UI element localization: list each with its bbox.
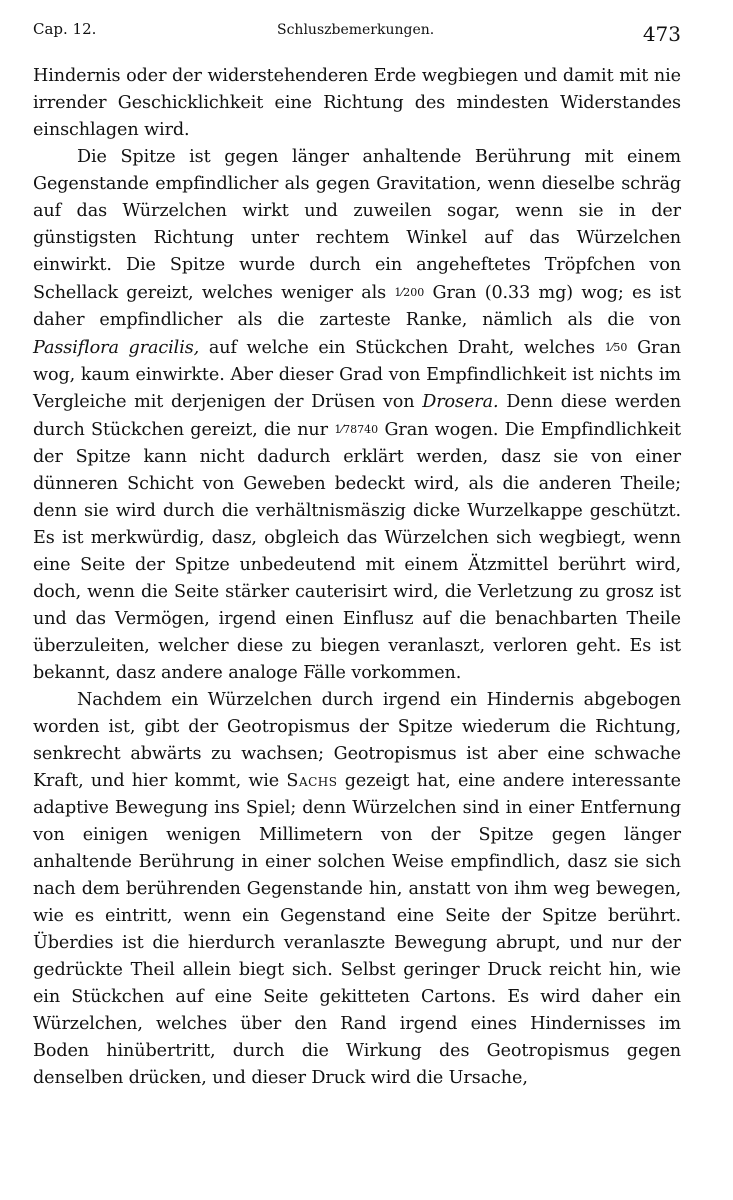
chapter-label: Cap. 12. [33,20,97,38]
fraction-1-50: 1⁄50 [604,341,628,354]
p2-part-b: Gran (0.33 mg) wog; es ist daher empfindlicher als die zarteste Ranke, nämlich als die von [33,283,681,330]
fraction-1-78740: 1⁄78740 [334,423,379,436]
paragraph-2 [33,144,681,687]
p2-part-d: Gran wog, kaum einwirkte. Aber dieser Grad von Empfindlichkeit ist nichts im Vergleiche mit derjenigen der Drüsen von [33,338,681,412]
author-name: Sachs [286,771,338,791]
paragraph-3 [33,687,681,1092]
book-page [33,20,681,1092]
running-title: Schluszbemerkungen. [277,22,435,38]
body-text [33,63,681,1092]
p3-part-a: Nachdem ein Würzelchen durch irgend ein Hindernis abgebogen worden ist, gibt der Geotropismus der Spitze wiederum die Richtung, senkrecht abwärts zu wachsen; Geotropismus ist aber eine schwache Kraft, und hier kommt, wie [33,690,681,791]
genus-name: Drosera. [422,392,499,412]
p2-part-f: Gran wogen. Die Empfindlichkeit der Spitze kann nicht dadurch erklärt werden, dasz sie von einer dünneren Schicht von Geweben bedeckt wird, als die anderen Theile; denn sie wird durch die verhältnismäszig dicke Wurzelkappe geschützt. Es ist merkwürdig, dasz, obgleich das Würzelchen sich wegbiegt, wenn eine Seite der Spitze unbedeutend mit einem Ätzmittel berührt wird, doch, wenn die Seite stärker cauterisirt wird, die Verletzung zu grosz ist und das Vermögen, irgend einen Einflusz auf die benachbarten Theile überzuleiten, welcher diese zu biegen veranlaszt, verloren geht. Es ist bekannt, dasz andere analoge Fälle vorkommen. [33,420,682,683]
p3-part-b: gezeigt hat, eine andere interessante adaptive Bewegung ins Spiel; denn Würzelchen sind in einer Entfernung von einigen wenigen Millimetern von der Spitze gegen länger anhaltende Berührung in einer solchen Weise empfindlich, dasz sie sich nach dem berührenden Gegenstande hin, anstatt von ihm weg bewegen, wie es eintritt, wenn ein Gegenstand eine Seite der Spitze berührt. Überdies ist die hierdurch veranlaszte Bewegung abrupt, und nur der gedrückte Theil allein biegt sich. Selbst geringer Druck reicht hin, wie ein Stückchen auf eine Seite gekitteten Cartons. Es wird daher ein Würzelchen, welches über den Rand irgend eines Hindernisses im Boden hinübertritt, durch die Wirkung des Geotropismus gegen denselben drücken, und dieser Druck wird die Ursache, [33,771,681,1088]
running-header [33,20,681,56]
p2-part-e: Denn diese werden durch Stückchen gereizt, die nur [33,392,682,440]
p2-part-a: Die Spitze ist gegen länger anhaltende Berührung mit einem Gegenstande empfindlicher als gegen Gravitation, wenn dieselbe schräg auf das Würzelchen wirkt und zuweilen sogar, wenn sie in der günstigsten Richtung unter rechtem Winkel auf das Würzelchen einwirkt. Die Spitze wurde durch ein angeheftetes Tröpfchen von Schellack gereizt, welches weniger als [33,147,681,303]
species-name: Passiflora gracilis, [33,338,200,358]
paragraph-1-text: Hindernis oder der widerstehenderen Erde wegbiegen und damit mit nie irrender Geschicklichkeit eine Richtung des mindesten Widerstandes einschlagen wird. [33,66,681,140]
page-number: 473 [642,22,681,46]
paragraph-1 [33,63,681,144]
p2-part-c: auf welche ein Stückchen Draht, welches [208,338,595,358]
fraction-1-200: 1⁄200 [394,286,425,299]
